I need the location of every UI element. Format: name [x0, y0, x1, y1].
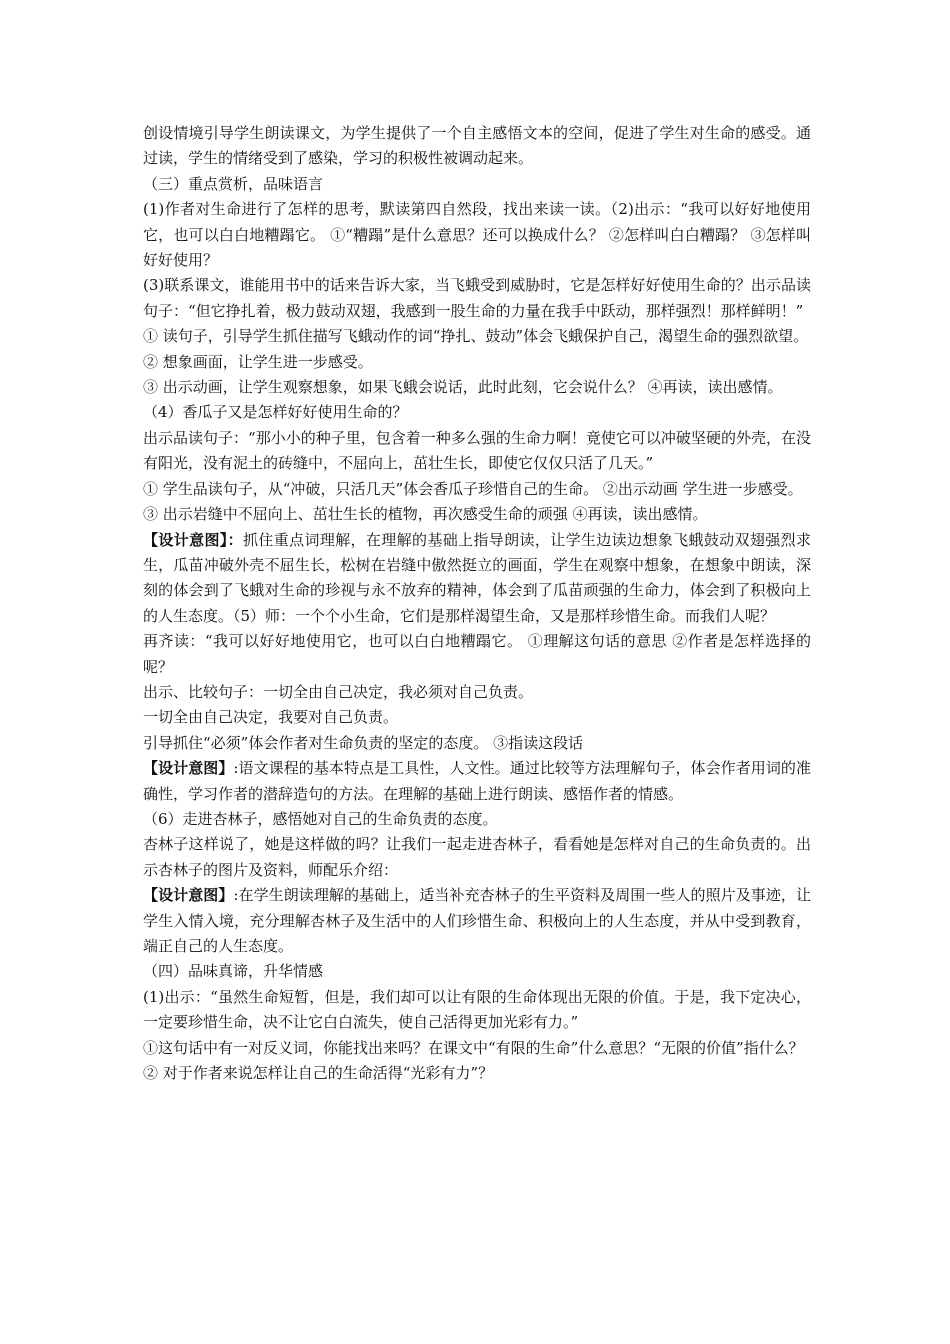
paragraph-text: :在学生朗读理解的基础上，适当补充杏林子的生平资料及周围一些人的照片及事迹，让学生入情入境，充分理解杏林子及生活中的人们珍惜生命、积极向上的人生态度，并从中受到教育，端正自己的人生态度。 [143, 886, 811, 955]
paragraph-text: （4）香瓜子又是怎样好好使用生命的？ [143, 403, 408, 422]
design-intent-1 [143, 528, 811, 630]
design-intent-3 [143, 883, 811, 959]
paragraph-9 [143, 426, 811, 477]
paragraph-text: （三）重点赏析，品味语言 [143, 174, 324, 193]
design-intent-label: 【设计意图】： [143, 530, 244, 549]
paragraph-text: 一切全由自己决定，我要对自己负责。 [143, 708, 399, 727]
design-intent-label: 【设计意图】 [143, 759, 234, 778]
paragraph-text: 出示、比较句子：一切全由自己决定，我必须对自己负责。 [143, 682, 534, 701]
paragraph-3 [143, 197, 811, 273]
paragraph-22 [143, 985, 811, 1036]
section-heading-4 [143, 959, 811, 984]
paragraph-5 [143, 324, 811, 349]
document-body [143, 121, 811, 1086]
paragraph-24 [143, 1061, 811, 1086]
paragraph-14 [143, 680, 811, 705]
paragraph-text: (1)出示：“虽然生命短暂，但是，我们却可以让有限的生命体现出无限的价值。于是，我下定决心，一定要珍惜生命，决不让它白白流失，使自己活得更加光彩有力。” [143, 987, 811, 1032]
paragraph-1 [143, 121, 811, 172]
paragraph-text: ② 想象画面，让学生进一步感受。 [143, 352, 373, 371]
paragraph-text: 引导抓住“必须”体会作者对生命负责的坚定的态度。 ③指读这段话 [143, 733, 584, 752]
paragraph-text: (1)作者对生命进行了怎样的思考，默读第四自然段，找出来读一读。（2)出示：“我可以好好地使用它，也可以白白地糟蹋它。 ①“糟蹋”是什么意思？还可以换成什么？ ②怎样叫白白糟蹋？ ③怎样叫好好使用？ [143, 200, 811, 270]
paragraph-13 [143, 629, 811, 680]
paragraph-15 [143, 705, 811, 730]
paragraph-6 [143, 350, 811, 375]
paragraph-10 [143, 477, 811, 502]
paragraph-text: 出示品读句子：“那小小的种子里，包含着一种多么强的生命力啊！竟使它可以冲破坚硬的外壳，在没有阳光，没有泥土的砖缝中，不屈向上，茁壮生长，即使它仅仅只活了几天。” [143, 428, 811, 473]
paragraph-23 [143, 1036, 811, 1061]
paragraph-7 [143, 375, 811, 400]
paragraph-text: （6）走进杏林子，感悟她对自己的生命负责的态度。 [143, 809, 498, 828]
paragraph-text: 创设情境引导学生朗读课文，为学生提供了一个自主感悟文本的空间，促进了学生对生命的感受。通过读，学生的情绪受到了感染，学习的积极性被调动起来。 [143, 124, 811, 168]
paragraph-text: ② 对于作者来说怎样让自己的生命活得“光彩有力”？ [143, 1064, 494, 1083]
paragraph-text: （四）品味真谛，升华情感 [143, 962, 324, 981]
paragraph-8 [143, 400, 811, 425]
paragraph-text: 杏林子这样说了，她是这样做的吗？让我们一起走进杏林子，看看她是怎样对自己的生命负责的。出示杏林子的图片及资料，师配乐介绍： [143, 835, 811, 879]
paragraph-11 [143, 502, 811, 527]
paragraph-text: ① 学生品读句子，从“冲破，只活几天”体会香瓜子珍惜自己的生命。 ②出示动画 学生进一步感受。 [143, 479, 803, 498]
paragraph-text: :语文课程的基本特点是工具性，人文性。通过比较等方法理解句子，体会作者用词的准确性，学习作者的潜辞造句的方法。在理解的基础上进行朗读、感悟作者的情感。 [143, 759, 811, 803]
paragraph-text: 抓住重点词理解，在理解的基础上指导朗读，让学生边读边想象飞蛾鼓动双翅强烈求生，瓜苗冲破外壳不屈生长，松树在岩缝中傲然挺立的画面，学生在观察中想象，在想象中朗读，深刻的体会到了飞蛾对生命的珍视与永不放弃的精神，体会到了瓜苗顽强的生命力，体会到了积极向上的人生态度。（5）师：一个个小生命，它们是那样渴望生命，又是那样珍惜生命。而我们人呢？ [143, 530, 811, 625]
paragraph-18 [143, 807, 811, 832]
paragraph-text: (3)联系课文，谁能用书中的话来告诉大家，当飞蛾受到威胁时，它是怎样好好使用生命的？出示品读句子：“但它挣扎着，极力鼓动双翅，我感到一股生命的力量在我手中跃动，那样强烈！那样鲜明！” [143, 276, 811, 320]
paragraph-4 [143, 273, 811, 324]
paragraph-text: ①这句话中有一对反义词，你能找出来吗？在课文中“有限的生命”什么意思？“无限的价值”指什么？ [143, 1038, 804, 1057]
paragraph-16 [143, 731, 811, 756]
paragraph-text: ① 读句子，引导学生抓住描写飞蛾动作的词“挣扎、鼓动”体会飞蛾保护自己，渴望生命的强烈欲望。 [143, 327, 809, 346]
paragraph-text: ③ 出示岩缝中不屈向上、茁壮生长的植物，再次感受生命的顽强 ④再读，读出感情。 [143, 505, 708, 524]
design-intent-2 [143, 756, 811, 807]
paragraph-text: ③ 出示动画，让学生观察想象，如果飞蛾会说话，此时此刻，它会说什么？ ④再读，读出感情。 [143, 378, 783, 397]
paragraph-text: 再齐读：“我可以好好地使用它，也可以白白地糟蹋它。 ①理解这句话的意思 ②作者是怎样选择的呢？ [143, 632, 811, 676]
design-intent-label: 【设计意图】 [143, 886, 234, 905]
paragraph-19 [143, 832, 811, 883]
section-heading-3 [143, 172, 811, 197]
